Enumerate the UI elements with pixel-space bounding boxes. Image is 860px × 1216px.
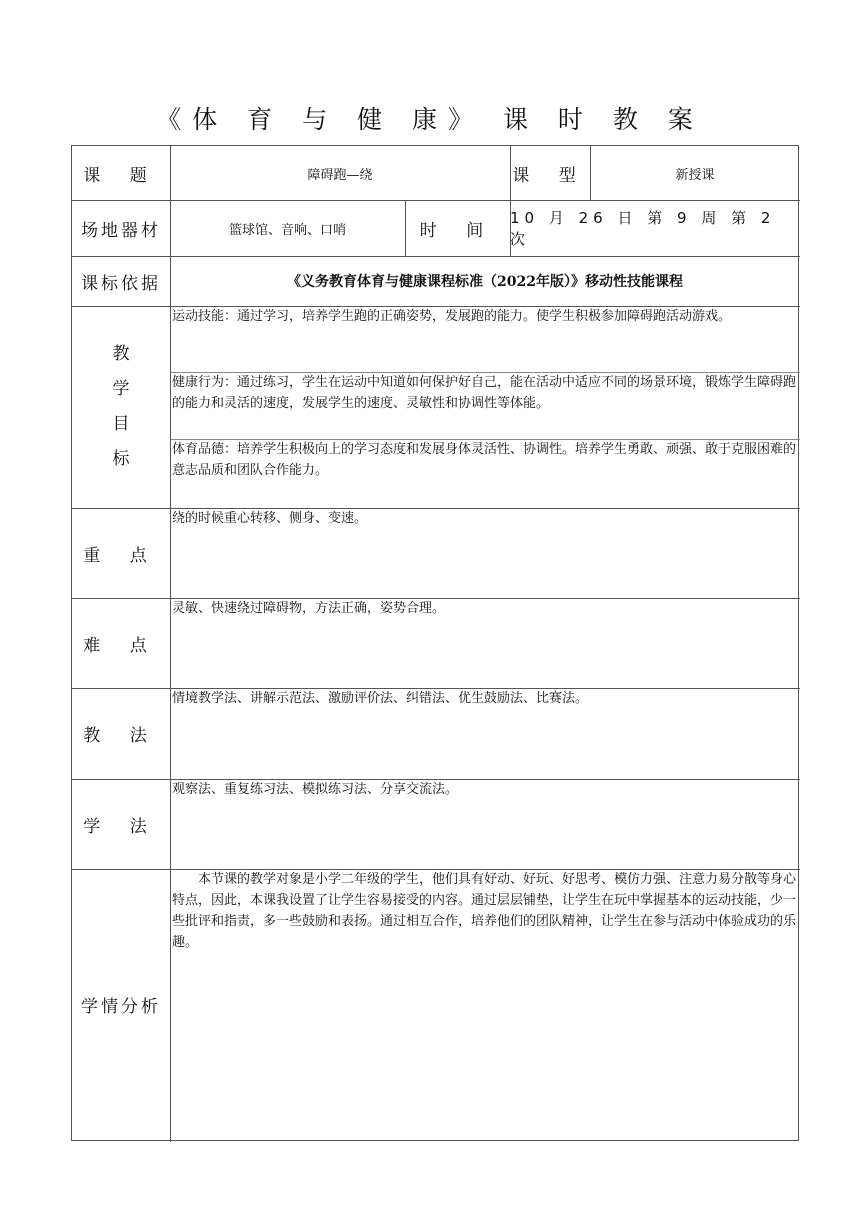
type-label: 课 型 [512, 165, 588, 186]
analysis-label: 学情分析 [81, 997, 161, 1017]
standard-value: 《义务教育体育与健康课程标准（2022年版）》移动性技能课程 [287, 274, 683, 290]
topic-label: 课 题 [83, 165, 159, 186]
venue-label: 场地器材 [81, 220, 161, 241]
goals-label-char: 标 [112, 449, 130, 469]
standard-label: 课标依据 [81, 273, 161, 294]
topic-value: 障碍跑—绕 [307, 167, 373, 183]
difficulty-value: 灵敏、快速绕过障碍物，方法正确，姿势合理。 [172, 601, 446, 616]
analysis-value: 本节课的教学对象是小学二年级的学生，他们具有好动、好玩、好思考、模仿力强、注意力易分散等身心特点，因此，本课我设置了让学生容易接受的内容。通过层层铺垫，让学生在玩中掌握基本的运动技能，少一些批评和指责，多一些鼓励和表扬。通过相互合作，培养他们的团队精神，让学生在参与活动中体验成功的乐趣。 [172, 872, 797, 950]
goals-label-char: 学 [112, 379, 130, 399]
learning-method-value: 观察法、重复练习法、模拟练习法、分享交流法。 [172, 782, 459, 797]
learning-method-label: 学 法 [83, 816, 159, 837]
goal-sport-ethics: 体育品德：培养学生积极向上的学习态度和发展身体灵活性、协调性。培养学生勇敢、顽强、敢于克服困难的意志品质和团队合作能力。 [172, 442, 797, 478]
goal-health-behavior: 健康行为：通过练习，学生在运动中知道如何保护好自己，能在活动中适应不同的场景环境，锻炼学生障碍跑的能力和灵活的速度，发展学生的速度、灵敏性和协调性等体能。 [172, 375, 797, 411]
page-title: 《体 育 与 健 康》 课 时 教 案 [156, 105, 704, 134]
teaching-method-value: 情境教学法、讲解示范法、激励评价法、纠错法、优生鼓励法、比赛法。 [172, 691, 589, 706]
type-value: 新授课 [675, 167, 715, 183]
goals-label-char: 目 [112, 414, 130, 434]
goals-label [72, 306, 170, 508]
goals-label-char: 教 [112, 344, 130, 364]
venue-value: 篮球馆、音响、口哨 [228, 222, 346, 238]
difficulty-label: 难 点 [83, 635, 159, 656]
teaching-method-label: 教 法 [83, 726, 159, 746]
lesson-plan-table [71, 145, 799, 1141]
time-label: 时 间 [419, 220, 496, 241]
goal-motor-skills: 运动技能：通过学习，培养学生跑的正确姿势，发展跑的能力。使学生积极参加障碍跑活动游戏。 [172, 309, 732, 324]
key-label: 重 点 [83, 545, 159, 566]
key-value: 绕的时候重心转移、侧身、变速。 [172, 511, 368, 526]
time-value: 10 月 26 日 第 9 周 第 2 次 [510, 209, 776, 248]
